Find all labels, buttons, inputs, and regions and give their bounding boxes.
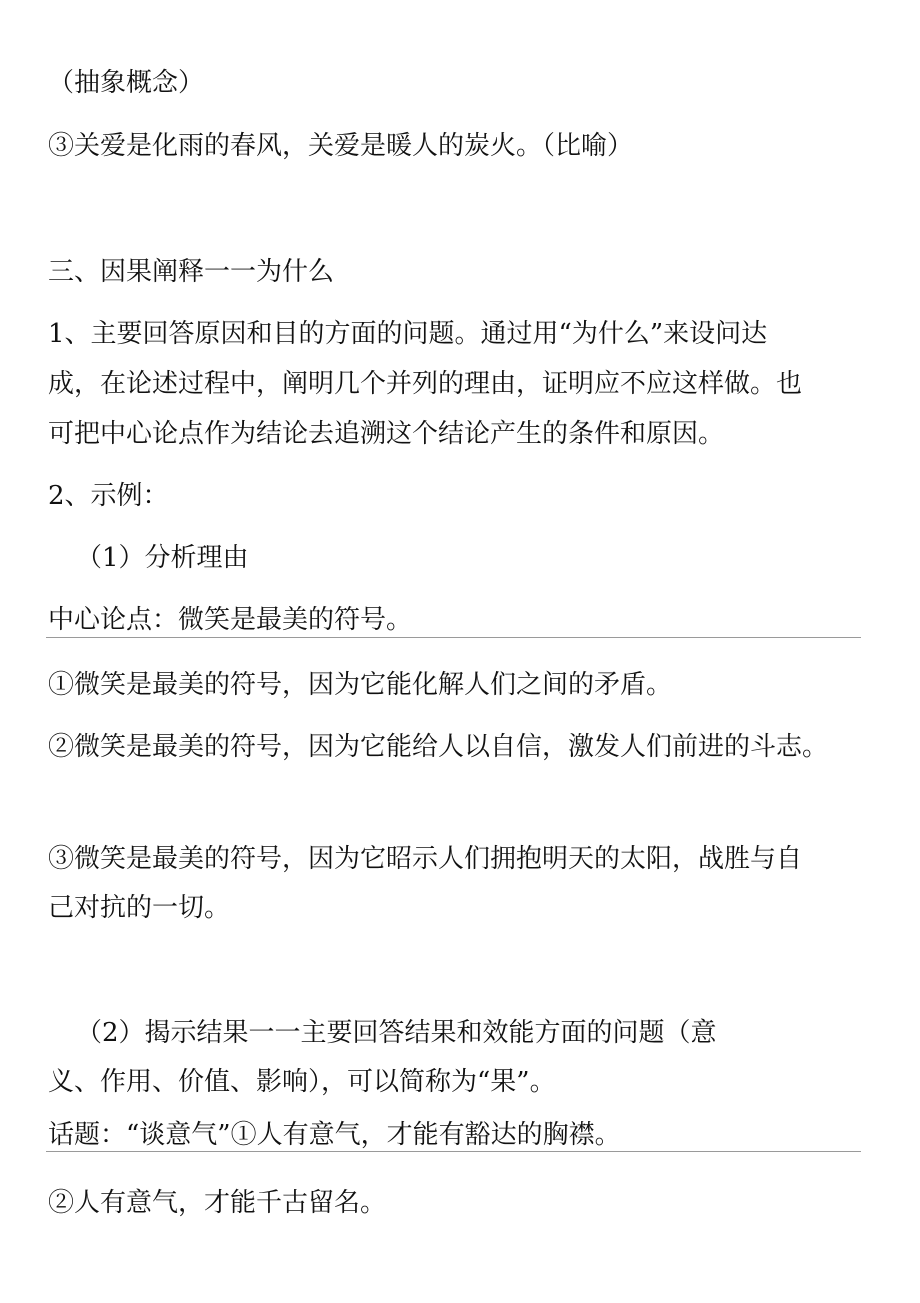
paragraph-line: 义、作用、价值、影响），可以简称为“果”。 [48, 1067, 556, 1097]
paragraph-line: 2、示例： [48, 481, 169, 511]
list-item: ③微笑是最美的符号，因为它昭示人们拥抱明天的太阳，战胜与自 [48, 844, 803, 874]
list-item: ②人有意气，才能千古留名。 [48, 1188, 387, 1218]
topic-line: 话题：“谈意气”①人有意气，才能有豁达的胸襟。 [48, 1120, 621, 1150]
divider-rule [46, 1151, 861, 1152]
section-heading: 三、因果阐释一一为什么 [48, 257, 335, 287]
subheading: （1）分析理由 [76, 543, 249, 573]
list-item: ②微笑是最美的符号，因为它能给人以自信，激发人们前进的斗志。 [48, 732, 829, 762]
paragraph-line: 成，在论述过程中，阐明几个并列的理由，证明应不应这样做。也 [48, 369, 803, 399]
paragraph-line: 1、主要回答原因和目的方面的问题。通过用“为什么”来设问达 [48, 319, 768, 349]
paragraph-line: （抽象概念） [48, 68, 205, 98]
subheading: （2）揭示结果一一主要回答结果和效能方面的问题（意 [76, 1018, 717, 1048]
paragraph-line: ③关爱是化雨的春风，关爱是暖人的炭火。（比喻） [48, 131, 634, 161]
list-item: ①微笑是最美的符号，因为它能化解人们之间的矛盾。 [48, 670, 673, 700]
list-item: 己对抗的一切。 [48, 893, 231, 923]
paragraph-line: 可把中心论点作为结论去追溯这个结论产生的条件和原因。 [48, 419, 725, 449]
divider-rule [46, 637, 861, 638]
central-argument: 中心论点：微笑是最美的符号。 [48, 605, 413, 635]
